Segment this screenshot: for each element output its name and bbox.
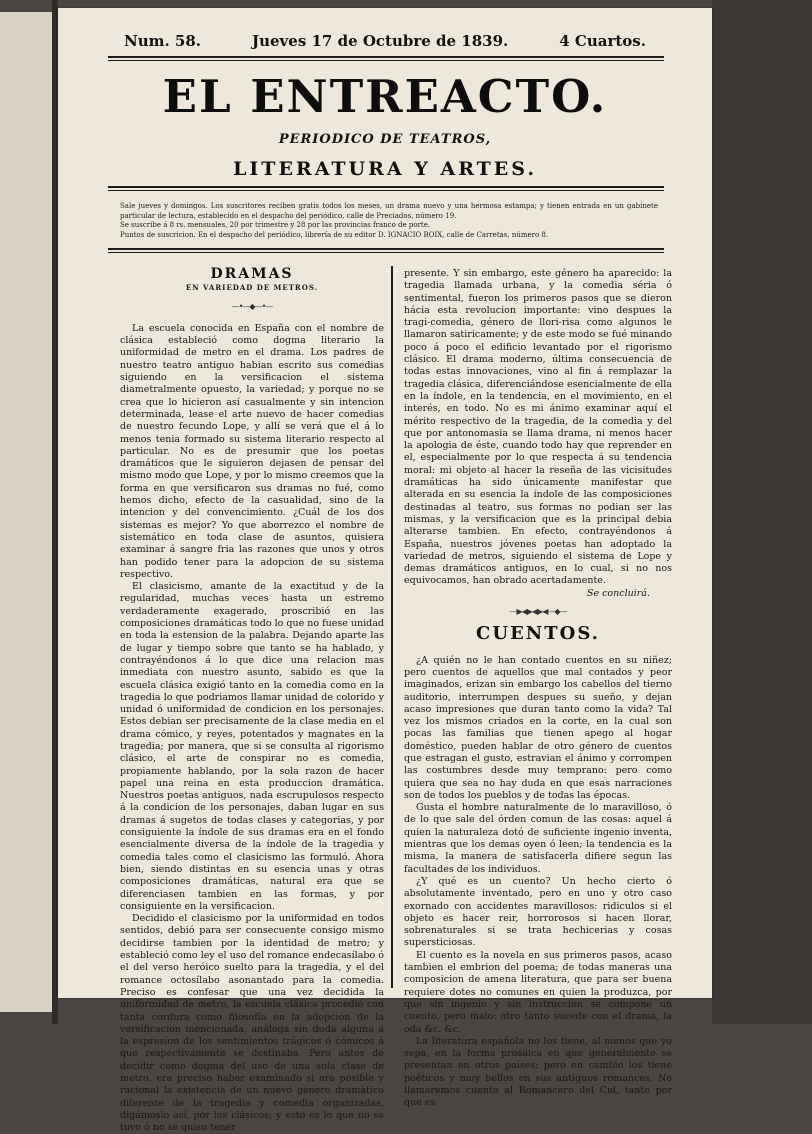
- right-column: [404, 268, 672, 1110]
- dramas-continuation: presente. Y sin embargo, este género ha aparecido: la tragedia llamada urbana, y la comedia séria ó sentimental, fueron los primeros pasos que se dieron hácia esta revolucion importante: vino despues la tragi-comedia, género de llori-risa como algunos le llamaron satiricamente; y de este modo se fué minando poco á poco el edificio levantado por el rigorismo clásico. El drama moderno, última consecuencia de todas estas innovaciones, vino al fin á remplazar la tragedia clásica, diferenciándose esencialmente de ella en la índole, en la tendencia, en el movimiento, en el interés, en todo. No es mi ánimo examinar aquí el mérito respectivo de la tragedia, de la comedia y del que por antonomasia se llama drama, ni menos hacer la apologia de éste, cuando todo hay que reprender en el, especialmente por lo que respecta á su tendencia moral: mi objeto al hacer la reseña de las vicisitudes dramáticas ha sido únicamente manifestar que alterada en su esencia la índole de las composiciones destinadas al teatro, sus formas no podian ser las mismas, y la versificacion que es la principal debia alterarse tambien. En efecto, contrayéndonos á España, nuestros jóvenes poetas han adoptado la variedad de metros, siguiendo el sistema de Lope y demas dramáticos antiguos, en lo cual, si no nos equivocamos, han obrado acertadamente.: [404, 268, 672, 587]
- issue-price: 4 Cuartos.: [559, 32, 646, 50]
- newspaper-subtitle-2: LITERATURA Y ARTES.: [233, 158, 537, 180]
- left-column: [120, 268, 384, 1134]
- masthead-rule-bottom: [108, 186, 664, 188]
- newspaper-page: [58, 8, 712, 1134]
- info-line-2: Se suscribe á 8 rs. mensuales, 20 por trimestre y 28 por las provincias franco de porte.: [120, 221, 431, 229]
- dramas-ornament: —•—◆—•—: [231, 301, 273, 311]
- newspaper-title: EL ENTREACTO.: [162, 70, 608, 123]
- info-line-1: Sale jueves y domingos. Los suscritores reciben gratis todos los meses, un drama nuevo y una hermosa estampa; y tienen entrada en un gabinete particular de lectura, establecido en el despacho del periódico, calle de Preciados, número 19.: [120, 202, 658, 220]
- masthead-rule-top: [108, 56, 664, 58]
- dramas-subheading: EN VARIEDAD DE METROS.: [185, 283, 319, 293]
- cuentos-paragraph-1: ¿A quién no le han contado cuentos en su niñez; pero cuentos de aquellos que mal contados y peor imaginados, erizan sin embargo los cabellos del tierno auditorio, interrumpen despues su sueño, y dejan acaso impresiones que duran tanto como la vida? Tal vez los mismos criados en la corte, en la cual son pocas las familias que tienen apego al hogar doméstico, pueden hablar de otro género de cuentos que estragan el gusto, estravian el ánimo y corrompen las costumbres desde muy temprano: pero como quiera que sea no hay duda en que esas narraciones son de todos los pueblos y de todas las épocas.: [404, 654, 672, 801]
- column-divider: [391, 266, 393, 988]
- dramas-paragraph-2: El clasicismo, amante de la exactitud y de la regularidad, muchas veces hasta un estremo verdaderamente exagerado, proscribió en las composiciones dramáticas todo lo que no fuese unidad en toda la estension de la palabra. Dejando aparte las de lugar y tiempo sobre que tanto se ha hablado, y contrayéndonos á lo que dice una relacion mas inmediata con nuestro asunto, sabido es que la escuela clásica exigió tanto en la comedia como en la tragedia lo que podriamos llamar unidad de colorido y unidad ó uniformidad de condicion en los personajes. Estos debian ser precisamente de la clase media en el drama cómico, y reyes, potentados y magnates en la tragedia; por manera, que si se consulta al rigorismo clásico, el arte de conspirar no es comedia, propiamente hablando, por la sola razon de hacer papel una reina en esta produccion dramática. Nuestros poetas antiguos, nada escrupulosos respecto á la condicion de los personajes, daban lugar en sus dramas á sugetos de todas clases y categorias, y por consiguiente la índole de sus dramas era en el fondo esencialmente diversa de la índole de la tragedia y comedia tales como el clasicismo las formuló. Ahora bien, siendo distintas en su esencia unas y otras composiciones dramáticas, natural era que se diferenciasen tambien en las formas, y por consiguiente en la versificacion.: [120, 581, 384, 912]
- info-rule: [108, 248, 664, 250]
- issue-number: Num. 58.: [124, 32, 202, 50]
- background-surface: [712, 0, 812, 1024]
- subscription-info: [120, 202, 658, 240]
- previous-page-edge: [0, 12, 54, 1012]
- masthead-rule-top-thin: [108, 60, 664, 61]
- cuentos-paragraph-4: El cuento es la novela en sus primeros pasos, acaso tambien el embrion del poema; de todas maneras una composicion de amena literatura, que para ser buena requiere dotes no comunes en quien la produzca, por que sin ingenio y sin instruccion se compone un cuento, pero malo: otro tanto sucede con el drama, la oda &c. &c.: [404, 949, 672, 1035]
- masthead-rule-bottom-thin: [108, 190, 664, 191]
- newspaper-subtitle-1: PERIODICO DE TEATROS,: [278, 132, 492, 147]
- to-be-continued-note: Se concluirá.: [586, 587, 650, 599]
- cuentos-ornament: —▶◀▶◀▶◀—◆—: [509, 607, 567, 617]
- info-rule-thin: [108, 252, 664, 253]
- dramas-paragraph-1: La escuela conocida en España con el nombre de clásica estableció como dogma literario la uniformidad de metro en el drama. Los padres de nuestro teatro antiguo habian escrito sus comedias siguiendo en la versificacion el sistema diametralmente opuesto, la variedad; y porque no se crea que lo hicieron así casualmente y sin intencion determinada, lease el arte nuevo de hacer comedias de nuestro fecundo Lope, y allí se verá que el á lo menos tenia formado su sistema literario respecto al particular. No es de presumir que los poetas dramáticos que le siguieron dejasen de pensar del mismo modo que Lope, y por lo mismo creemos que la forma en que versificaron sus dramas no fué, como hemos dicho, efecto de la casualidad, sino de la intencion y del convencimiento. ¿Cuál de los dos sistemas es mejor? Yo que aborrezco el nombre de sistemático en toda clase de asuntos, quisiera examinar á sangre fria las razones que unos y otros han podido tener para la adopcion de su sistema respectivo.: [120, 322, 384, 580]
- issue-row: [124, 32, 646, 50]
- cuentos-paragraph-5: La literatura española no los tiene, al menos que yo sepa, en la forma prosaica en que generalmente se presentan en otros paises; pero en cambio los tiene poéticos y muy bellos en sus antiguos romances. No llamaremos cuento al Romancero del Cid, tanto por que es: [404, 1035, 672, 1109]
- cuentos-paragraph-3: ¿Y qué es un cuento? Un hecho cierto ó absolutamente inventado, pero en uno y otro caso exornado con accidentes maravillosos: ridiculos si el objeto es hacer reir, horrorosos si hacen llorar, sobrenaturales si se trata hechicerias y cosas supersticiosas.: [404, 875, 672, 949]
- dramas-heading: DRAMAS: [210, 266, 294, 282]
- cuentos-paragraph-2: Gusta el hombre naturalmente de lo maravilloso, ó de lo que sale del órden comun de las cosas: aquel á quien la naturaleza dotó de suficiente ingenio inventa, mientras que los demas oyen ó leen; la tendencia es la misma, la manera de satisfacerla difiere segun las facultades de los individuos.: [404, 802, 672, 875]
- cuentos-heading: CUENTOS.: [476, 623, 600, 645]
- dramas-paragraph-3: Decidido el clasicismo por la uniformidad en todos sentidos, debió para ser consecuente consigo mismo decidirse tambien por la identidad de metro; y estableció como ley el uso del romance endecasílabo ó el del verso heróico suelto para la tragedia, y el del romance octosílabo asonantado para la comedia. Preciso es confesar que una vez decidida la uniformidad de metro, la escuela clásica procedió con tanta cordura como filosofía en la adopcion de la versificacion mencionada, análoga sin duda alguna á la espresion de los sentimientos trágicos ó cómicos á que respectivamente se destinaba. Pero antes de decidir como dogma del uso de una sola clase de metro, era preciso haber examinado si era posible y racional la existencia de un nuevo género dramático diferente de la tragedia y comedia organizadas, digámoslo así, por los clásicos; y esto es lo que no se tuvo ó no se quiso tener: [120, 913, 384, 1134]
- info-line-3: Puntos de suscricion. En el despacho del periódico, librería de su editor D. IGNACIO BOIX, calle de Carretas, número 8.: [120, 230, 549, 239]
- issue-date: Jueves 17 de Octubre de 1839.: [252, 32, 509, 50]
